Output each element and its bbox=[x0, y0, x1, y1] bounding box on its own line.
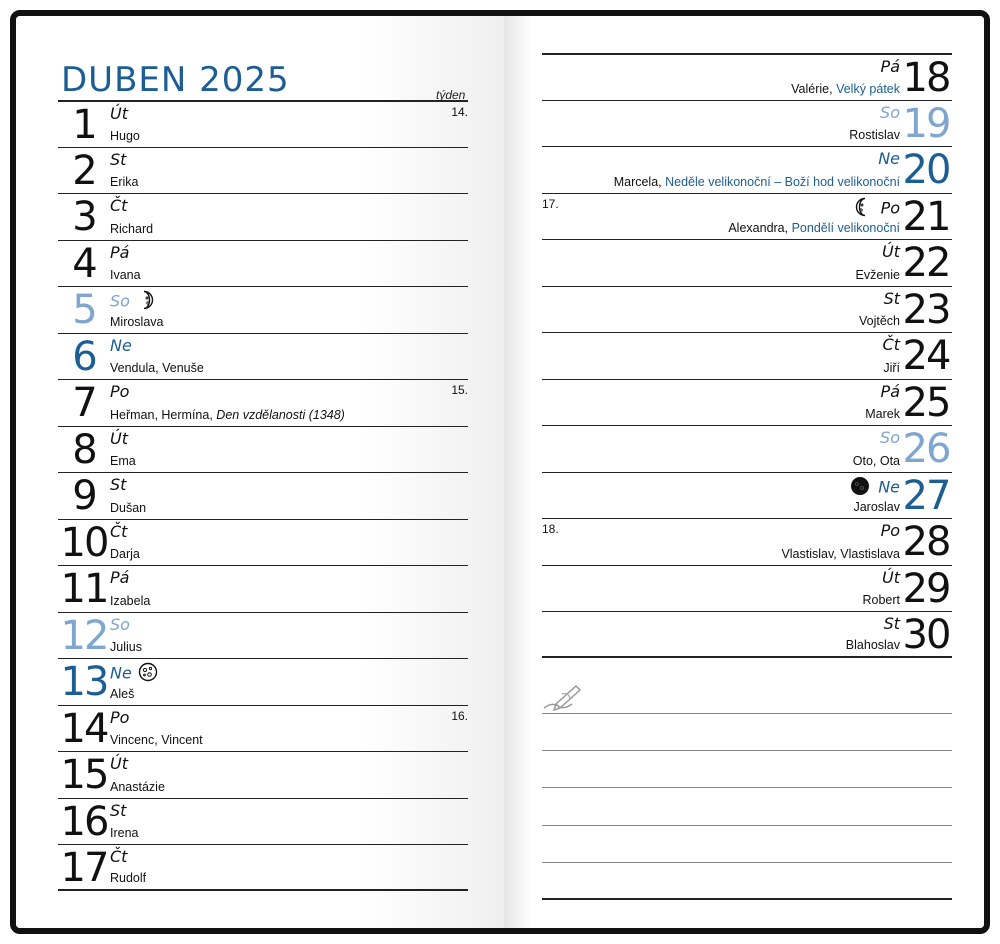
day-row[interactable] bbox=[58, 658, 468, 705]
weekday-label bbox=[110, 197, 127, 215]
day-number: 14 bbox=[60, 705, 108, 752]
new-moon-icon bbox=[850, 476, 870, 500]
day-number: 30 bbox=[902, 612, 950, 658]
name-day-text bbox=[110, 640, 142, 655]
name-day-names: Izabela bbox=[110, 593, 151, 608]
weekday-text: So bbox=[110, 614, 130, 634]
name-day-text bbox=[862, 593, 900, 608]
day-number: 26 bbox=[902, 426, 950, 472]
month-title: DUBEN 2025 bbox=[61, 60, 290, 100]
day-number: 20 bbox=[902, 147, 950, 193]
left-page bbox=[16, 16, 504, 928]
weekday-text: St bbox=[883, 288, 900, 308]
weekday-label bbox=[882, 243, 900, 261]
note-line[interactable] bbox=[542, 788, 952, 825]
name-day-text bbox=[853, 454, 900, 469]
day-number: 5 bbox=[72, 287, 96, 333]
name-day-text bbox=[849, 128, 900, 143]
day-row[interactable] bbox=[542, 332, 952, 379]
commemoration-note: Den vzdělanosti (1348) bbox=[216, 407, 345, 422]
weekday-label bbox=[110, 569, 129, 587]
day-number: 7 bbox=[72, 380, 96, 426]
day-number: 23 bbox=[902, 286, 950, 333]
weekday-label bbox=[110, 662, 158, 686]
weekday-label bbox=[882, 569, 900, 587]
weekday-text: Ne bbox=[878, 149, 900, 168]
day-row[interactable] bbox=[542, 472, 952, 519]
day-row[interactable] bbox=[542, 518, 952, 565]
weekday-text: Čt bbox=[110, 847, 128, 866]
day-number: 8 bbox=[72, 426, 96, 473]
day-row[interactable] bbox=[542, 379, 952, 426]
weekday-label bbox=[853, 197, 900, 221]
name-day-text bbox=[110, 454, 136, 469]
day-number: 22 bbox=[902, 240, 950, 286]
name-day-text bbox=[110, 222, 153, 237]
name-day-text bbox=[853, 500, 900, 515]
name-day-names: Marcela, bbox=[613, 174, 662, 189]
name-day-text bbox=[728, 221, 900, 236]
name-day-text bbox=[856, 268, 900, 283]
name-day-names: Aleš bbox=[110, 686, 135, 701]
name-day-names: Ema bbox=[110, 454, 136, 468]
day-number: 28 bbox=[902, 519, 950, 565]
weekday-label bbox=[881, 522, 900, 540]
day-number: 13 bbox=[60, 659, 108, 705]
day-number: 16 bbox=[60, 798, 108, 845]
name-day-text bbox=[859, 314, 900, 329]
day-number: 17 bbox=[60, 845, 108, 891]
day-row[interactable] bbox=[58, 240, 468, 287]
name-day-names: Darja bbox=[110, 547, 140, 561]
week-number: 17. bbox=[542, 196, 559, 211]
weekday-text: St bbox=[110, 475, 127, 494]
weekday-text: Pá bbox=[110, 568, 130, 587]
week-number: 14. bbox=[451, 105, 468, 119]
weekday-label bbox=[110, 151, 126, 169]
name-day-names: Erika bbox=[110, 175, 139, 189]
name-day-names: Jiří bbox=[883, 360, 900, 375]
weekday-text: Po bbox=[880, 198, 900, 217]
day-row[interactable] bbox=[542, 611, 952, 658]
name-day-names: Vendula, Venuše bbox=[110, 361, 204, 375]
name-day-text bbox=[110, 687, 134, 702]
day-row[interactable] bbox=[58, 100, 468, 147]
holiday-label: Velký pátek bbox=[836, 81, 900, 96]
name-day-names: Marek bbox=[865, 407, 900, 421]
weekday-text: So bbox=[880, 102, 900, 122]
name-day-names: Blahoslav bbox=[845, 637, 900, 652]
day-row[interactable] bbox=[58, 565, 468, 612]
full-moon-icon bbox=[138, 662, 158, 686]
weekday-label bbox=[110, 383, 129, 401]
day-number: 4 bbox=[72, 240, 96, 287]
name-day-names: Rostislav bbox=[849, 128, 900, 142]
name-day-names: Julius bbox=[110, 640, 142, 654]
weekday-text: So bbox=[110, 291, 130, 311]
day-number: 11 bbox=[60, 566, 108, 612]
day-number: 19 bbox=[902, 100, 950, 147]
weekday-text: Po bbox=[880, 521, 900, 540]
name-day-text bbox=[614, 175, 900, 190]
day-row[interactable] bbox=[542, 193, 952, 240]
day-number: 25 bbox=[902, 379, 950, 426]
weekday-label bbox=[110, 848, 127, 866]
note-line[interactable] bbox=[542, 863, 952, 900]
weekday-text: Čt bbox=[110, 196, 128, 215]
name-day-names: Dušan bbox=[110, 500, 147, 515]
name-day-text bbox=[846, 638, 900, 653]
weekday-label bbox=[110, 755, 128, 773]
day-row[interactable] bbox=[542, 146, 952, 193]
last-quarter-moon-icon bbox=[853, 197, 873, 221]
day-row[interactable] bbox=[58, 705, 468, 752]
name-day-text bbox=[110, 268, 141, 283]
name-day-text bbox=[110, 871, 146, 886]
name-day-text bbox=[110, 501, 146, 516]
weekday-label bbox=[110, 476, 126, 494]
name-day-text bbox=[883, 361, 900, 376]
name-day-text bbox=[110, 129, 140, 144]
weekday-text: Út bbox=[882, 567, 900, 587]
week-number: 16. bbox=[451, 708, 468, 723]
day-number: 6 bbox=[72, 333, 96, 380]
name-day-text bbox=[791, 82, 900, 97]
weekday-label bbox=[880, 429, 900, 447]
weekday-text: Pá bbox=[880, 381, 900, 401]
day-row[interactable] bbox=[542, 239, 952, 286]
weekday-text: Út bbox=[110, 428, 128, 448]
weekday-label bbox=[881, 58, 900, 76]
name-day-text bbox=[110, 780, 165, 795]
name-day-names: Jaroslav bbox=[853, 500, 900, 514]
day-row[interactable] bbox=[542, 100, 952, 147]
weekday-text: Ne bbox=[878, 477, 900, 496]
name-day-text bbox=[110, 547, 140, 562]
name-day-names: Valérie, bbox=[791, 81, 833, 96]
name-day-names: Hugo bbox=[110, 128, 140, 143]
name-day-names: Irena bbox=[110, 826, 139, 840]
day-row[interactable] bbox=[58, 193, 468, 240]
name-day-text bbox=[110, 175, 138, 190]
name-day-text bbox=[110, 408, 345, 423]
weekday-label bbox=[884, 290, 900, 308]
weekday-label bbox=[110, 802, 126, 820]
day-number: 12 bbox=[60, 612, 108, 659]
day-row[interactable] bbox=[58, 286, 468, 333]
name-day-text bbox=[110, 733, 203, 748]
day-number: 15 bbox=[60, 752, 108, 798]
week-number: 15. bbox=[451, 383, 468, 397]
weekday-text: Čt bbox=[882, 335, 900, 354]
day-row[interactable] bbox=[542, 53, 952, 100]
weekday-text: Ne bbox=[110, 335, 132, 355]
weekday-label bbox=[110, 290, 156, 314]
name-day-text bbox=[781, 547, 900, 562]
name-day-names: Vincenc, Vincent bbox=[110, 733, 203, 747]
name-day-text bbox=[110, 361, 204, 376]
first-quarter-moon-icon bbox=[136, 290, 156, 314]
day-row[interactable] bbox=[58, 379, 468, 426]
day-number: 10 bbox=[60, 519, 108, 566]
name-day-names: Evženie bbox=[855, 267, 900, 282]
name-day-names: Richard bbox=[110, 221, 154, 236]
week-number: 18. bbox=[542, 522, 559, 536]
day-number: 1 bbox=[72, 102, 96, 148]
name-day-text bbox=[110, 826, 139, 841]
weekday-label bbox=[850, 476, 900, 500]
note-line[interactable] bbox=[542, 826, 952, 863]
day-row[interactable] bbox=[58, 751, 468, 798]
day-number: 3 bbox=[72, 194, 96, 240]
left-day-list bbox=[58, 100, 468, 891]
weekday-label bbox=[110, 337, 132, 355]
note-line[interactable] bbox=[542, 674, 952, 714]
name-day-names: Alexandra, bbox=[728, 221, 789, 235]
weekday-text: St bbox=[110, 800, 127, 820]
weekday-text: Út bbox=[882, 242, 900, 261]
name-day-text bbox=[110, 594, 150, 609]
weekday-text: Po bbox=[110, 382, 130, 401]
day-row[interactable] bbox=[58, 333, 468, 380]
weekday-text: Út bbox=[110, 104, 128, 123]
day-number: 21 bbox=[902, 193, 950, 240]
day-row[interactable] bbox=[58, 472, 468, 519]
weekday-text: Út bbox=[110, 754, 128, 773]
weekday-text: Čt bbox=[110, 521, 128, 541]
day-row[interactable] bbox=[58, 612, 468, 659]
note-line[interactable] bbox=[542, 751, 952, 788]
day-row[interactable] bbox=[542, 286, 952, 333]
weekday-text: St bbox=[883, 614, 900, 633]
weekday-label bbox=[110, 709, 129, 727]
name-day-text bbox=[865, 407, 900, 422]
weekday-text: Pá bbox=[110, 242, 130, 262]
weekday-text: Ne bbox=[110, 663, 132, 683]
pen-writing-icon bbox=[542, 680, 586, 719]
planner-frame bbox=[10, 10, 990, 934]
day-number: 24 bbox=[902, 333, 950, 379]
day-number: 2 bbox=[72, 147, 96, 194]
right-day-list bbox=[542, 53, 952, 658]
weekday-label bbox=[878, 150, 900, 168]
name-day-names: Oto, Ota bbox=[852, 453, 900, 468]
name-day-names: Vlastislav, Vlastislava bbox=[781, 546, 900, 561]
day-row[interactable] bbox=[58, 519, 468, 566]
weekday-label bbox=[110, 430, 128, 448]
weekday-label bbox=[883, 336, 900, 354]
week-column-label: týden bbox=[436, 88, 466, 102]
notes-area[interactable] bbox=[542, 674, 952, 900]
name-day-names: Miroslava bbox=[110, 314, 164, 329]
name-day-names: Vojtěch bbox=[858, 314, 900, 328]
weekday-label bbox=[110, 523, 127, 541]
name-day-names: Heřman, Hermína, bbox=[110, 407, 213, 422]
weekday-label bbox=[110, 105, 128, 123]
day-number: 29 bbox=[902, 565, 950, 612]
name-day-names: Ivana bbox=[110, 268, 141, 282]
note-line[interactable] bbox=[542, 714, 952, 751]
weekday-label bbox=[881, 383, 900, 401]
holiday-label: Neděle velikonoční – Boží hod velikonoční bbox=[665, 174, 900, 189]
weekday-label bbox=[110, 244, 129, 262]
day-number: 27 bbox=[902, 472, 950, 519]
day-number: 18 bbox=[902, 55, 950, 101]
day-row[interactable] bbox=[542, 425, 952, 472]
weekday-text: Po bbox=[110, 707, 130, 727]
weekday-label bbox=[884, 615, 900, 633]
weekday-text: Pá bbox=[880, 57, 900, 76]
day-row[interactable] bbox=[58, 426, 468, 473]
weekday-text: St bbox=[110, 149, 127, 169]
weekday-label bbox=[110, 616, 130, 634]
day-row[interactable] bbox=[58, 147, 468, 194]
weekday-label bbox=[880, 104, 900, 122]
name-day-names: Rudolf bbox=[110, 870, 147, 885]
name-day-names: Robert bbox=[862, 593, 900, 607]
weekday-text: So bbox=[880, 428, 900, 447]
name-day-text bbox=[110, 315, 164, 330]
day-row[interactable] bbox=[542, 565, 952, 612]
day-row[interactable] bbox=[58, 798, 468, 845]
day-number: 9 bbox=[72, 473, 96, 519]
name-day-names: Anastázie bbox=[110, 779, 165, 794]
day-row[interactable] bbox=[58, 844, 468, 891]
holiday-label: Pondělí velikonoční bbox=[791, 221, 900, 235]
